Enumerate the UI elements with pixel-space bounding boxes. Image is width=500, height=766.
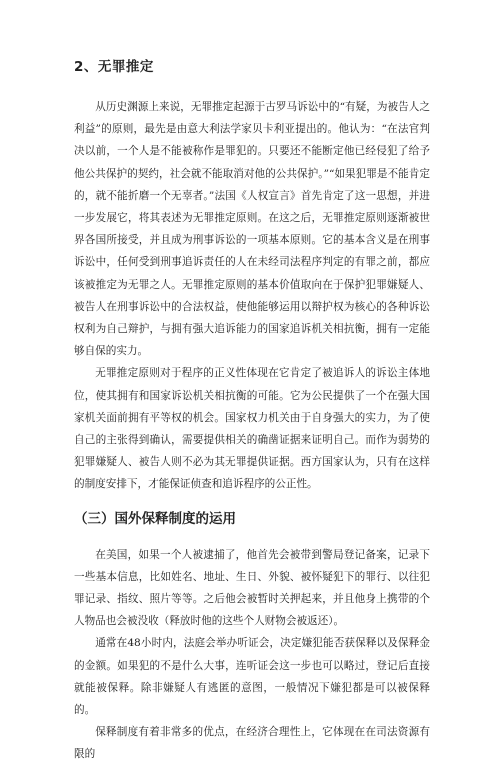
paragraph: 从历史渊源上来说，无罪推定起源于古罗马诉讼中的“有疑，为被告人之利益”的原则，最先是由意大利法学家贝卡利亚提出的。他认为：“在法官判决以前，一个人是不能被称作是罪犯的。只要还不能断定他已经侵犯了给予他公共保护的契约，社会就不能取消对他的公共保护。”“如果犯罪是不能肯定的，就不能折磨一个无辜者。”法国《人权宣言》首先肯定了这一思想，并进一步发展它，将其表述为无罪推定原则。在这之后，无罪推定原则逐渐被世界各国所接受，并且成为刑事诉讼的一项基本原则。它的基本含义是在刑事诉讼中，任何受到刑事追诉责任的人在未经司法程序判定的有罪之前，都应该被推定为无罪之人。无罪推定原则的基本价值取向在于保护犯罪嫌疑人、被告人在刑事诉讼中的合法权益，使他能够运用以辩护权为核心的各种诉讼权利为自己辩护，与拥有强大追诉能力的国家追诉机关相抗衡，拥有一定能够自保的实力。 [74, 101, 430, 358]
paragraph: 保释制度有着非常多的优点，在经济合理性上，它体现在在司法资源有限的 [74, 726, 430, 761]
section-heading: 2、无罪推定 [74, 59, 154, 75]
paragraph: 通常在48小时内，法庭会举办听证会，决定嫌犯能否获保释以及保释金的金额。如果犯的不是什么大事，连听证会这一步也可以略过，登记后直接就能被保释。除非嫌疑人有逃匿的意图，一般情况下嫌犯都是可以被保释的。 [74, 637, 430, 717]
subsection-heading: （三）国外保释制度的运用 [74, 510, 236, 527]
paragraph: 无罪推定原则对于程序的正义性体现在它肯定了被追诉人的诉讼主体地位，使其拥有和国家诉讼机关相抗衡的可能。它为公民提供了一个在强大国家机关面前拥有平等权的机会。国家权力机关由于自身强大的实力，为了使自己的主张得到确认，需要提供相关的确凿证据来证明自己。而作为弱势的犯罪嫌疑人、被告人则不必为其无罪提供证据。西方国家认为，只有在这样的制度安排下，才能保证侦查和追诉程序的公正性。 [74, 367, 430, 491]
paragraph: 在美国，如果一个人被逮捕了，他首先会被带到警局登记备案，记录下一些基本信息，比如姓名、地址、生日、外貌、被怀疑犯下的罪行、以往犯罪记录、指纹、照片等等。之后他会被暂时关押起来，并且他身上携带的个人物品也会被没收（释放时他的这些个人财物会被返还）。 [74, 548, 430, 628]
